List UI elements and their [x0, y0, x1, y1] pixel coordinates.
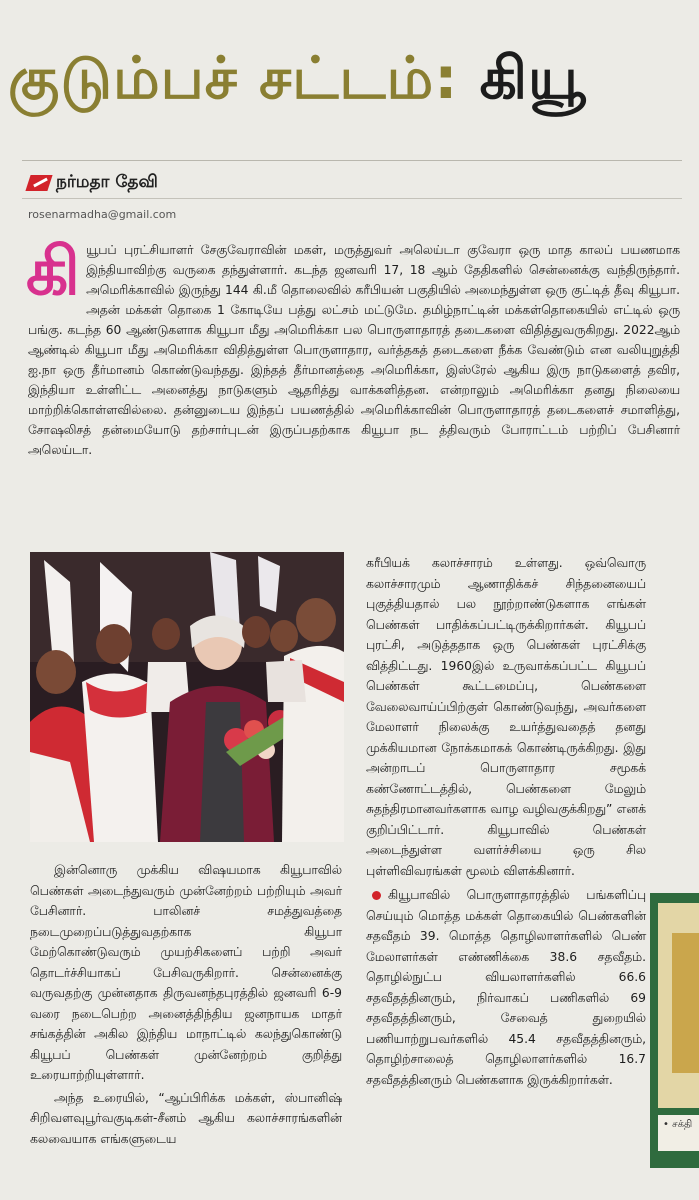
left-para-2: அந்த உரையில், “ஆப்பிரிக்க மக்கள், ஸ்பானிஷ் சிறிவளவுபூர்வகுடிகள்-சீனம் ஆகிய கலாச்சாரங்களின் கலவையாக எங்களுடைய	[30, 1090, 342, 1146]
right-bullet-text: கியூபாவில் பொருளாதாரத்தில் பங்களிப்பு செய்யும் மொத்த மக்கள் தொகையில் பெண்களின் சதவீதம் 39. மொத்த தொழிலாளர்களில் பெண் மேலாளர்கள் எண்ணிக்கை 38.6 சதவீதம். தொழில்நுட்ப வியலாளர்களில் 66.6 சதவீதத்தினரும், நிர்வாகப் பணிகளில் 69 சதவீதத்தினரும், சேவைத் துறையில் பணியாற்றுபவர்களில் 45.4 சதவீதத்தினரும், தொழிற்சாலைத் தொழிலாளர்களில் 16.7 சதவீதத்தினரும் பெண்களாக இருக்கிறார்கள்.	[366, 888, 646, 1087]
left-column	[30, 860, 342, 1149]
headline-part1: குடும்பச் சட்டம்:	[8, 44, 480, 112]
bullet-dot-icon	[372, 891, 381, 900]
author-name: நர்மதா தேவி	[56, 172, 158, 192]
divider-byline	[22, 198, 682, 199]
left-para-1: இன்னொரு முக்கிய விஷயமாக கியூபாவில் பெண்கள் அடைந்துவரும் முன்னேற்றம் பற்றியும் அவர் பேசினார். பாலினச் சமத்துவத்தை நடைமுறைப்படுத்துவதற்காக கியூபா மேற்கொண்டுவரும் முயற்சிகளைப் பற்றி அவர் தொடர்ச்சியாகப் பேசிவருகிறார். சென்னைக்கு வருவதற்கு முன்னதாக திருவனந்தபுரத்தில் ஜனவரி 6-9 வரை நடைபெற்ற அனைத்திந்திய ஜனநாயக மாதர் சங்கத்தின் அகில இந்திய மாநாட்டில் கலந்துகொண்டு கியூபப் பெண்கள் முன்னேற்றம் குறித்து உரையாற்றியுள்ளார்.	[30, 863, 342, 1082]
author-email: rosenarmadha@gmail.com	[28, 208, 177, 221]
divider-top	[22, 160, 682, 161]
news-photo	[30, 552, 344, 842]
right-column	[366, 553, 646, 1090]
right-bullet-para	[366, 885, 646, 1090]
drop-cap: கி	[26, 233, 81, 310]
byline	[28, 170, 158, 196]
pen-logo-icon	[28, 172, 50, 194]
intro-paragraph	[26, 233, 680, 460]
right-para-1: கரீபியக் கலாச்சாரம் உள்ளது. ஒவ்வொரு கலாச்சாரமும் ஆணாதிக்கச் சிந்தனையைப் புகுத்தியதால் பல நூற்றாண்டுகளாக எங்கள் பெண்கள் பாதிக்கப்பட்டிருக்கிறார்கள். கியூபப் புரட்சி, அடுத்ததாக ஒரு பெண்கள் புரட்சிக்கு வித்திட்டது. 1960இல் உருவாக்கப்பட்ட கியூபப் பெண்கள் கூட்டமைப்பு, பெண்களை வேலைவாய்ப்பிற்குள் கொண்டுவந்து, அவர்களை மேலாளர் நிலைக்கு உயர்த்துவதைத் தனது முக்கியமான நோக்கமாகக் கொண்டிருக்கிறது. இது அன்றாடப் பொருளாதார சமூகக் கண்ணோட்டத்தில், பெண்களை மேலும் சுதந்திரமானவர்களாக வாழ வழிவகுக்கிறது” எனக் குறிப்பிட்டார். கியூபாவில் பெண்கள் அடைந்துள்ள வளர்ச்சியை ஒரு சில புள்ளிவிவரங்கள் மூலம் விளக்கினார்.	[366, 556, 646, 878]
ad-label: • சக்தி	[658, 1115, 699, 1151]
intro-text: யூபப் புரட்சியாளர் சேகுவேராவின் மகள், மருத்துவர் அலெய்டா குவேரா ஒரு மாத காலப் பயணமாக இந்தியாவிற்கு வருகை தந்துள்ளார். கடந்த ஜனவரி 17, 18 ஆம் தேதிகளில் சென்னைக்கு வந்திருந்தார். அமெரிக்காவில் இருந்து 144 கி.மீ தொலைவில் கரீபியன் பகுதியில் அமைந்துள்ள ஒரு குட்டித் தீவு கியூபா. அதன் மக்கள் தொகை 1 கோடியே பத்து லட்சம் மட்டுமே. தமிழ்நாட்டின் மக்கள்தொகையில் எட்டில் ஒரு பங்கு. கடந்த 60 ஆண்டுகளாக கியூபா மீது அமெரிக்கா பல பொருளாதாரத் தடைகளை விதித்துவருகிறது. 2022ஆம் ஆண்டில் கியூபா மீது அமெரிக்கா விதித்துள்ள பொருளாதார, வர்த்தகத் தடைகளை நீக்க வேண்டும் என வலியுறுத்தி ஐ.நா ஒரு தீர்மானம் கொண்டுவந்தது. இந்தத் தீர்மானத்தை அமெரிக்கா, இஸ்ரேல் ஆகிய இரு நாடுகளைத் தவிர, இந்தியா உள்ளிட்ட அனைத்து நாடுகளும் ஆதரித்து வாக்களித்தன. என்றாலும் அமெரிக்கா தனது நிலையை மாற்றிக்கொள்ளவில்லை. தன்னுடைய இந்தப் பயணத்தில் அமெரிக்காவின் பொருளாதாரத் தடைகளைச் சமாளித்து, சோஷலிசத் தன்மையோடு தற்சார்புடன் இருப்பதற்காக கியூபா நட த்திவரும் போராட்டம் பற்றிப் பேசினார் அலெய்டா.	[28, 243, 680, 457]
headline	[8, 38, 699, 118]
side-advertisement	[650, 893, 699, 1168]
ad-product-image	[672, 933, 699, 1073]
headline-part2: கியூ	[479, 44, 587, 112]
